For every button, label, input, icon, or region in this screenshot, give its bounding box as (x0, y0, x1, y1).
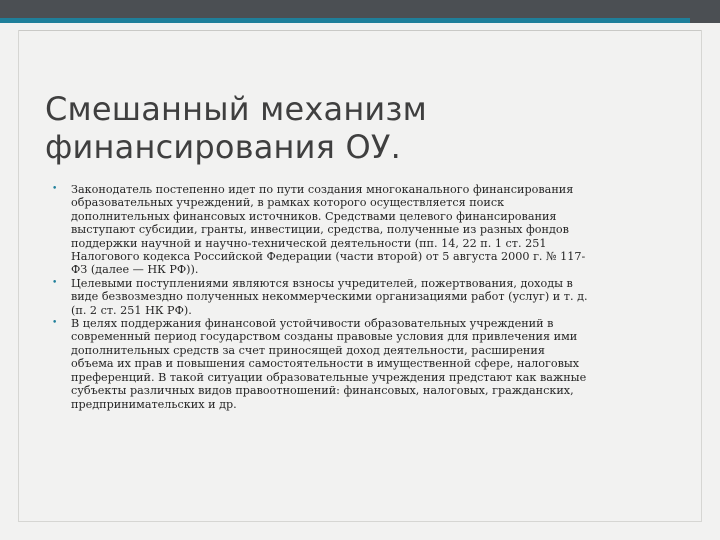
frame-right (701, 30, 702, 522)
bullet-icon: • (52, 318, 58, 329)
bullet-item (52, 183, 684, 277)
frame-bottom (18, 521, 702, 522)
bullet-text-line: предпринимательских и др. (71, 397, 237, 411)
bullet-icon: • (52, 184, 58, 194)
bullet-text-line: преференций. В такой ситуации образовательные учреждения предстают как важные (71, 370, 587, 384)
slide-title (45, 90, 685, 166)
slide-title-line: Смешанный механизм (45, 90, 427, 128)
bullet-text-line: В целях поддержания финансовой устойчивости образовательных учреждений в (71, 317, 554, 331)
bullet-text-line: Налогового кодекса Российской Федерации (части второй) от 5 августа 2000 г. № 117- (71, 250, 586, 264)
bullet-text-line: объема их прав и повышения самостоятельности в имущественной сфере, налоговых (71, 357, 580, 371)
accent-stripe-tail (690, 18, 720, 23)
bullet-text-line: виде безвозмездно полученных некоммерческими организациями работ (услуг) и т. д. (71, 290, 588, 304)
bullet-text-line: образовательных учреждений, в рамках которого осуществляется поиск (71, 196, 505, 210)
bullet-text-line: дополнительных средств за счет приносящей доход деятельности, расширения (71, 343, 545, 357)
bullet-item (52, 277, 684, 317)
bullet-text-line: Законодатель постепенно идет по пути создания многоканального финансирования (71, 183, 574, 196)
bullet-text-line: ФЗ (далее — НК РФ)). (71, 263, 199, 277)
frame-left (18, 30, 19, 522)
bullet-list (52, 183, 684, 411)
bullet-text-line: выступают субсидии, гранты, инвестиции, средства, полученные из разных фондов (71, 223, 569, 237)
bullet-text-line: дополнительных финансовых источников. Средствами целевого финансирования (71, 209, 557, 223)
bullet-text-line: Целевыми поступлениями являются взносы учредителей, пожертвования, доходы в (71, 276, 573, 290)
accent-stripe (0, 18, 690, 23)
frame-top (18, 30, 702, 31)
bullet-text-line: (п. 2 ст. 251 НК РФ). (71, 303, 192, 317)
bullet-text-line: субъекты различных видов правоотношений: финансовых, налоговых, гражданских, (71, 384, 574, 398)
top-bar (0, 0, 720, 18)
slide-title-line: финансирования ОУ. (45, 128, 401, 166)
bullet-item (52, 317, 684, 411)
bullet-text-line: поддержки научной и научно-технической деятельности (пп. 14, 22 п. 1 ст. 251 (71, 236, 547, 250)
bullet-text-line: современный период государством созданы правовые условия для привлечения ими (71, 330, 578, 344)
bullet-icon: • (52, 277, 58, 288)
